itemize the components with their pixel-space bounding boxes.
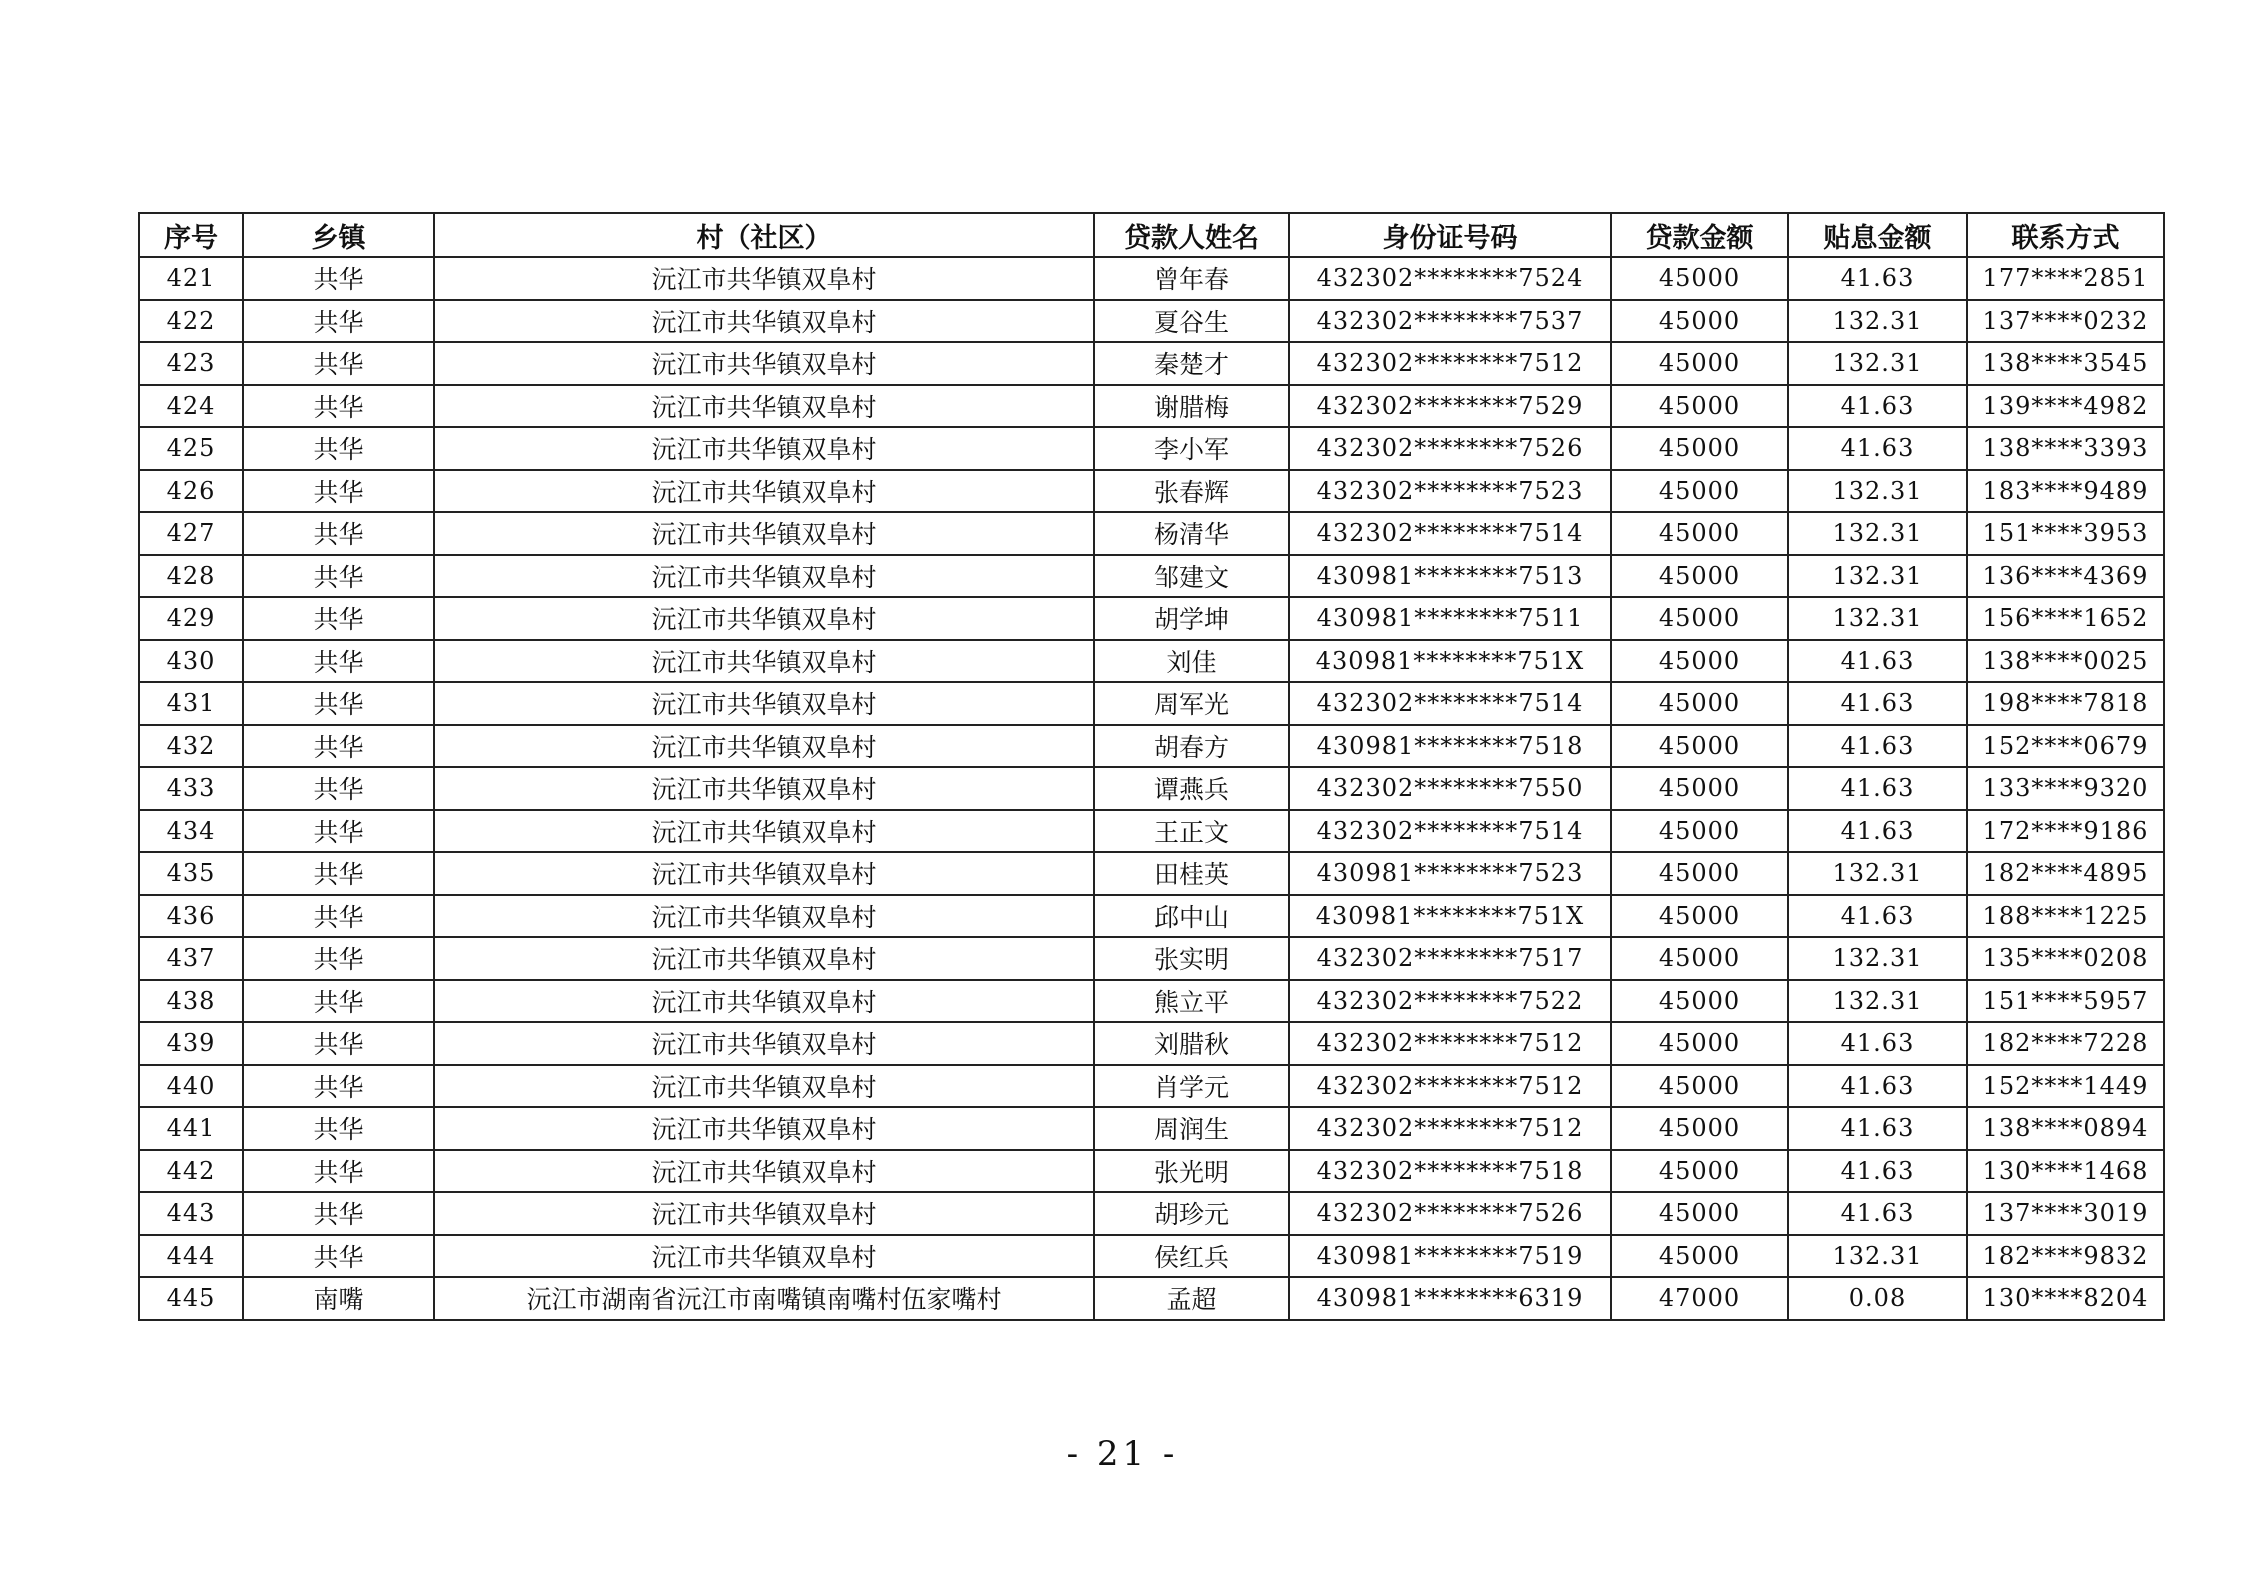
cell-col-contact: 130****8204 <box>1967 1277 2164 1320</box>
cell-col-village: 沅江市共华镇双阜村 <box>434 427 1094 470</box>
cell-col-township: 共华 <box>243 512 434 555</box>
cell-col-index: 438 <box>139 980 243 1023</box>
cell-col-borrower: 张实明 <box>1094 937 1289 980</box>
table-row <box>139 597 2164 640</box>
cell-col-subsidy-amount: 132.31 <box>1788 470 1967 513</box>
cell-col-contact: 136****4369 <box>1967 555 2164 598</box>
cell-col-index: 441 <box>139 1107 243 1150</box>
cell-col-township: 共华 <box>243 937 434 980</box>
cell-col-village: 沅江市共华镇双阜村 <box>434 1065 1094 1108</box>
cell-col-id-number: 432302********7514 <box>1289 810 1611 853</box>
cell-col-village: 沅江市共华镇双阜村 <box>434 1150 1094 1193</box>
cell-col-village: 沅江市共华镇双阜村 <box>434 767 1094 810</box>
cell-col-borrower: 胡学坤 <box>1094 597 1289 640</box>
table-row <box>139 512 2164 555</box>
table-body <box>139 257 2164 1320</box>
table-row <box>139 1150 2164 1193</box>
cell-col-village: 沅江市共华镇双阜村 <box>434 1107 1094 1150</box>
cell-col-subsidy-amount: 41.63 <box>1788 427 1967 470</box>
cell-col-village: 沅江市共华镇双阜村 <box>434 895 1094 938</box>
cell-col-borrower: 肖学元 <box>1094 1065 1289 1108</box>
cell-col-township: 共华 <box>243 725 434 768</box>
cell-col-id-number: 432302********7537 <box>1289 300 1611 343</box>
table-row <box>139 852 2164 895</box>
cell-col-township: 共华 <box>243 385 434 428</box>
cell-col-loan-amount: 45000 <box>1611 1107 1788 1150</box>
cell-col-township: 南嘴 <box>243 1277 434 1320</box>
cell-col-loan-amount: 45000 <box>1611 640 1788 683</box>
cell-col-contact: 137****0232 <box>1967 300 2164 343</box>
cell-col-subsidy-amount: 132.31 <box>1788 980 1967 1023</box>
cell-col-contact: 198****7818 <box>1967 682 2164 725</box>
cell-col-loan-amount: 45000 <box>1611 300 1788 343</box>
cell-col-index: 437 <box>139 937 243 980</box>
cell-col-village: 沅江市共华镇双阜村 <box>434 725 1094 768</box>
cell-col-contact: 133****9320 <box>1967 767 2164 810</box>
cell-col-township: 共华 <box>243 1235 434 1278</box>
cell-col-id-number: 432302********7514 <box>1289 682 1611 725</box>
cell-col-subsidy-amount: 41.63 <box>1788 1022 1967 1065</box>
cell-col-contact: 183****9489 <box>1967 470 2164 513</box>
cell-col-township: 共华 <box>243 1022 434 1065</box>
cell-col-contact: 172****9186 <box>1967 810 2164 853</box>
cell-col-subsidy-amount: 132.31 <box>1788 342 1967 385</box>
cell-col-township: 共华 <box>243 682 434 725</box>
cell-col-contact: 151****5957 <box>1967 980 2164 1023</box>
cell-col-village: 沅江市共华镇双阜村 <box>434 512 1094 555</box>
cell-col-contact: 188****1225 <box>1967 895 2164 938</box>
cell-col-subsidy-amount: 41.63 <box>1788 810 1967 853</box>
cell-col-township: 共华 <box>243 1065 434 1108</box>
header-col-contact: 联系方式 <box>1967 213 2164 257</box>
cell-col-township: 共华 <box>243 300 434 343</box>
cell-col-village: 沅江市共华镇双阜村 <box>434 640 1094 683</box>
table-row <box>139 937 2164 980</box>
cell-col-subsidy-amount: 41.63 <box>1788 385 1967 428</box>
cell-col-id-number: 432302********7517 <box>1289 937 1611 980</box>
cell-col-index: 433 <box>139 767 243 810</box>
table-row <box>139 1192 2164 1235</box>
cell-col-id-number: 432302********7512 <box>1289 1065 1611 1108</box>
cell-col-index: 425 <box>139 427 243 470</box>
cell-col-township: 共华 <box>243 555 434 598</box>
cell-col-index: 424 <box>139 385 243 428</box>
cell-col-loan-amount: 45000 <box>1611 980 1788 1023</box>
cell-col-borrower: 杨清华 <box>1094 512 1289 555</box>
cell-col-loan-amount: 45000 <box>1611 937 1788 980</box>
cell-col-township: 共华 <box>243 470 434 513</box>
cell-col-subsidy-amount: 41.63 <box>1788 640 1967 683</box>
cell-col-loan-amount: 45000 <box>1611 1150 1788 1193</box>
cell-col-township: 共华 <box>243 342 434 385</box>
cell-col-subsidy-amount: 41.63 <box>1788 725 1967 768</box>
cell-col-subsidy-amount: 41.63 <box>1788 767 1967 810</box>
cell-col-township: 共华 <box>243 1150 434 1193</box>
cell-col-loan-amount: 45000 <box>1611 1022 1788 1065</box>
table-header-row <box>139 213 2164 257</box>
table-row <box>139 640 2164 683</box>
cell-col-id-number: 430981********6319 <box>1289 1277 1611 1320</box>
cell-col-id-number: 430981********7518 <box>1289 725 1611 768</box>
cell-col-index: 440 <box>139 1065 243 1108</box>
cell-col-id-number: 432302********7514 <box>1289 512 1611 555</box>
cell-col-borrower: 侯红兵 <box>1094 1235 1289 1278</box>
cell-col-borrower: 熊立平 <box>1094 980 1289 1023</box>
cell-col-village: 沅江市共华镇双阜村 <box>434 555 1094 598</box>
cell-col-borrower: 周润生 <box>1094 1107 1289 1150</box>
cell-col-index: 444 <box>139 1235 243 1278</box>
cell-col-contact: 138****3393 <box>1967 427 2164 470</box>
cell-col-id-number: 432302********7523 <box>1289 470 1611 513</box>
cell-col-loan-amount: 45000 <box>1611 852 1788 895</box>
table-row <box>139 385 2164 428</box>
loan-table-container <box>138 212 2163 1321</box>
cell-col-index: 430 <box>139 640 243 683</box>
cell-col-subsidy-amount: 41.63 <box>1788 257 1967 300</box>
cell-col-loan-amount: 45000 <box>1611 895 1788 938</box>
cell-col-loan-amount: 45000 <box>1611 555 1788 598</box>
cell-col-loan-amount: 45000 <box>1611 257 1788 300</box>
cell-col-borrower: 夏谷生 <box>1094 300 1289 343</box>
table-row <box>139 470 2164 513</box>
cell-col-id-number: 432302********7518 <box>1289 1150 1611 1193</box>
cell-col-village: 沅江市共华镇双阜村 <box>434 852 1094 895</box>
table-row <box>139 682 2164 725</box>
cell-col-borrower: 曾年春 <box>1094 257 1289 300</box>
table-row <box>139 427 2164 470</box>
table-row <box>139 895 2164 938</box>
cell-col-contact: 182****7228 <box>1967 1022 2164 1065</box>
cell-col-loan-amount: 47000 <box>1611 1277 1788 1320</box>
cell-col-id-number: 432302********7529 <box>1289 385 1611 428</box>
cell-col-loan-amount: 45000 <box>1611 427 1788 470</box>
table-row <box>139 725 2164 768</box>
cell-col-borrower: 刘腊秋 <box>1094 1022 1289 1065</box>
cell-col-index: 435 <box>139 852 243 895</box>
cell-col-village: 沅江市共华镇双阜村 <box>434 1022 1094 1065</box>
table-row <box>139 810 2164 853</box>
header-col-loan-amount: 贷款金额 <box>1611 213 1788 257</box>
cell-col-id-number: 432302********7512 <box>1289 1107 1611 1150</box>
cell-col-id-number: 432302********7512 <box>1289 342 1611 385</box>
table-row <box>139 1022 2164 1065</box>
cell-col-loan-amount: 45000 <box>1611 810 1788 853</box>
table-row <box>139 1107 2164 1150</box>
cell-col-contact: 152****1449 <box>1967 1065 2164 1108</box>
cell-col-contact: 138****0025 <box>1967 640 2164 683</box>
loan-subsidy-table <box>138 212 2165 1321</box>
cell-col-index: 427 <box>139 512 243 555</box>
cell-col-borrower: 邱中山 <box>1094 895 1289 938</box>
cell-col-borrower: 田桂英 <box>1094 852 1289 895</box>
cell-col-loan-amount: 45000 <box>1611 1065 1788 1108</box>
cell-col-id-number: 432302********7526 <box>1289 427 1611 470</box>
cell-col-subsidy-amount: 41.63 <box>1788 682 1967 725</box>
cell-col-index: 422 <box>139 300 243 343</box>
cell-col-index: 443 <box>139 1192 243 1235</box>
table-row <box>139 1277 2164 1320</box>
cell-col-subsidy-amount: 41.63 <box>1788 1107 1967 1150</box>
cell-col-contact: 138****3545 <box>1967 342 2164 385</box>
cell-col-village: 沅江市共华镇双阜村 <box>434 682 1094 725</box>
cell-col-id-number: 430981********7523 <box>1289 852 1611 895</box>
cell-col-subsidy-amount: 132.31 <box>1788 597 1967 640</box>
table-row <box>139 1065 2164 1108</box>
cell-col-village: 沅江市共华镇双阜村 <box>434 257 1094 300</box>
cell-col-borrower: 胡珍元 <box>1094 1192 1289 1235</box>
cell-col-township: 共华 <box>243 810 434 853</box>
cell-col-village: 沅江市共华镇双阜村 <box>434 810 1094 853</box>
cell-col-loan-amount: 45000 <box>1611 767 1788 810</box>
cell-col-borrower: 邹建文 <box>1094 555 1289 598</box>
cell-col-id-number: 430981********7511 <box>1289 597 1611 640</box>
cell-col-village: 沅江市共华镇双阜村 <box>434 1192 1094 1235</box>
cell-col-township: 共华 <box>243 1107 434 1150</box>
table-row <box>139 257 2164 300</box>
cell-col-township: 共华 <box>243 597 434 640</box>
cell-col-index: 445 <box>139 1277 243 1320</box>
cell-col-loan-amount: 45000 <box>1611 725 1788 768</box>
cell-col-index: 426 <box>139 470 243 513</box>
cell-col-borrower: 王正文 <box>1094 810 1289 853</box>
table-row <box>139 980 2164 1023</box>
cell-col-contact: 151****3953 <box>1967 512 2164 555</box>
cell-col-id-number: 432302********7512 <box>1289 1022 1611 1065</box>
cell-col-subsidy-amount: 132.31 <box>1788 937 1967 980</box>
cell-col-index: 423 <box>139 342 243 385</box>
cell-col-borrower: 李小军 <box>1094 427 1289 470</box>
cell-col-subsidy-amount: 132.31 <box>1788 852 1967 895</box>
cell-col-borrower: 谭燕兵 <box>1094 767 1289 810</box>
table-row <box>139 555 2164 598</box>
cell-col-subsidy-amount: 132.31 <box>1788 1235 1967 1278</box>
cell-col-borrower: 张光明 <box>1094 1150 1289 1193</box>
cell-col-village: 沅江市共华镇双阜村 <box>434 470 1094 513</box>
header-col-township: 乡镇 <box>243 213 434 257</box>
cell-col-village: 沅江市共华镇双阜村 <box>434 1235 1094 1278</box>
page-number: - 21 - <box>1066 1434 1179 1474</box>
cell-col-contact: 182****9832 <box>1967 1235 2164 1278</box>
table-row <box>139 342 2164 385</box>
cell-col-borrower: 张春辉 <box>1094 470 1289 513</box>
cell-col-township: 共华 <box>243 980 434 1023</box>
cell-col-id-number: 430981********7519 <box>1289 1235 1611 1278</box>
cell-col-loan-amount: 45000 <box>1611 385 1788 428</box>
cell-col-index: 439 <box>139 1022 243 1065</box>
cell-col-contact: 182****4895 <box>1967 852 2164 895</box>
cell-col-id-number: 432302********7550 <box>1289 767 1611 810</box>
header-col-index: 序号 <box>139 213 243 257</box>
cell-col-subsidy-amount: 41.63 <box>1788 1192 1967 1235</box>
cell-col-loan-amount: 45000 <box>1611 597 1788 640</box>
cell-col-loan-amount: 45000 <box>1611 512 1788 555</box>
cell-col-contact: 138****0894 <box>1967 1107 2164 1150</box>
cell-col-index: 431 <box>139 682 243 725</box>
cell-col-subsidy-amount: 132.31 <box>1788 300 1967 343</box>
cell-col-index: 434 <box>139 810 243 853</box>
header-col-borrower: 贷款人姓名 <box>1094 213 1289 257</box>
cell-col-village: 沅江市湖南省沅江市南嘴镇南嘴村伍家嘴村 <box>434 1277 1094 1320</box>
cell-col-contact: 177****2851 <box>1967 257 2164 300</box>
header-col-id-number: 身份证号码 <box>1289 213 1611 257</box>
cell-col-subsidy-amount: 41.63 <box>1788 1065 1967 1108</box>
cell-col-contact: 135****0208 <box>1967 937 2164 980</box>
cell-col-village: 沅江市共华镇双阜村 <box>434 300 1094 343</box>
cell-col-contact: 152****0679 <box>1967 725 2164 768</box>
cell-col-village: 沅江市共华镇双阜村 <box>434 597 1094 640</box>
cell-col-id-number: 430981********7513 <box>1289 555 1611 598</box>
cell-col-subsidy-amount: 132.31 <box>1788 512 1967 555</box>
cell-col-index: 436 <box>139 895 243 938</box>
cell-col-township: 共华 <box>243 427 434 470</box>
cell-col-loan-amount: 45000 <box>1611 1192 1788 1235</box>
cell-col-contact: 130****1468 <box>1967 1150 2164 1193</box>
header-col-subsidy-amount: 贴息金额 <box>1788 213 1967 257</box>
cell-col-borrower: 秦楚才 <box>1094 342 1289 385</box>
header-col-village: 村（社区） <box>434 213 1094 257</box>
cell-col-borrower: 周军光 <box>1094 682 1289 725</box>
cell-col-village: 沅江市共华镇双阜村 <box>434 937 1094 980</box>
cell-col-id-number: 430981********751X <box>1289 640 1611 683</box>
cell-col-village: 沅江市共华镇双阜村 <box>434 385 1094 428</box>
cell-col-index: 442 <box>139 1150 243 1193</box>
cell-col-township: 共华 <box>243 640 434 683</box>
cell-col-index: 432 <box>139 725 243 768</box>
cell-col-subsidy-amount: 132.31 <box>1788 555 1967 598</box>
cell-col-id-number: 432302********7526 <box>1289 1192 1611 1235</box>
cell-col-id-number: 430981********751X <box>1289 895 1611 938</box>
cell-col-loan-amount: 45000 <box>1611 470 1788 513</box>
cell-col-township: 共华 <box>243 895 434 938</box>
cell-col-index: 428 <box>139 555 243 598</box>
cell-col-borrower: 刘佳 <box>1094 640 1289 683</box>
cell-col-village: 沅江市共华镇双阜村 <box>434 342 1094 385</box>
cell-col-borrower: 孟超 <box>1094 1277 1289 1320</box>
table-row <box>139 1235 2164 1278</box>
cell-col-loan-amount: 45000 <box>1611 682 1788 725</box>
cell-col-village: 沅江市共华镇双阜村 <box>434 980 1094 1023</box>
table-row <box>139 300 2164 343</box>
cell-col-subsidy-amount: 0.08 <box>1788 1277 1967 1320</box>
cell-col-id-number: 432302********7522 <box>1289 980 1611 1023</box>
cell-col-borrower: 谢腊梅 <box>1094 385 1289 428</box>
cell-col-index: 421 <box>139 257 243 300</box>
cell-col-index: 429 <box>139 597 243 640</box>
table-row <box>139 767 2164 810</box>
cell-col-township: 共华 <box>243 767 434 810</box>
cell-col-id-number: 432302********7524 <box>1289 257 1611 300</box>
cell-col-township: 共华 <box>243 257 434 300</box>
cell-col-subsidy-amount: 41.63 <box>1788 895 1967 938</box>
cell-col-contact: 139****4982 <box>1967 385 2164 428</box>
cell-col-borrower: 胡春方 <box>1094 725 1289 768</box>
cell-col-township: 共华 <box>243 1192 434 1235</box>
cell-col-subsidy-amount: 41.63 <box>1788 1150 1967 1193</box>
cell-col-loan-amount: 45000 <box>1611 1235 1788 1278</box>
cell-col-contact: 137****3019 <box>1967 1192 2164 1235</box>
cell-col-township: 共华 <box>243 852 434 895</box>
cell-col-contact: 156****1652 <box>1967 597 2164 640</box>
cell-col-loan-amount: 45000 <box>1611 342 1788 385</box>
